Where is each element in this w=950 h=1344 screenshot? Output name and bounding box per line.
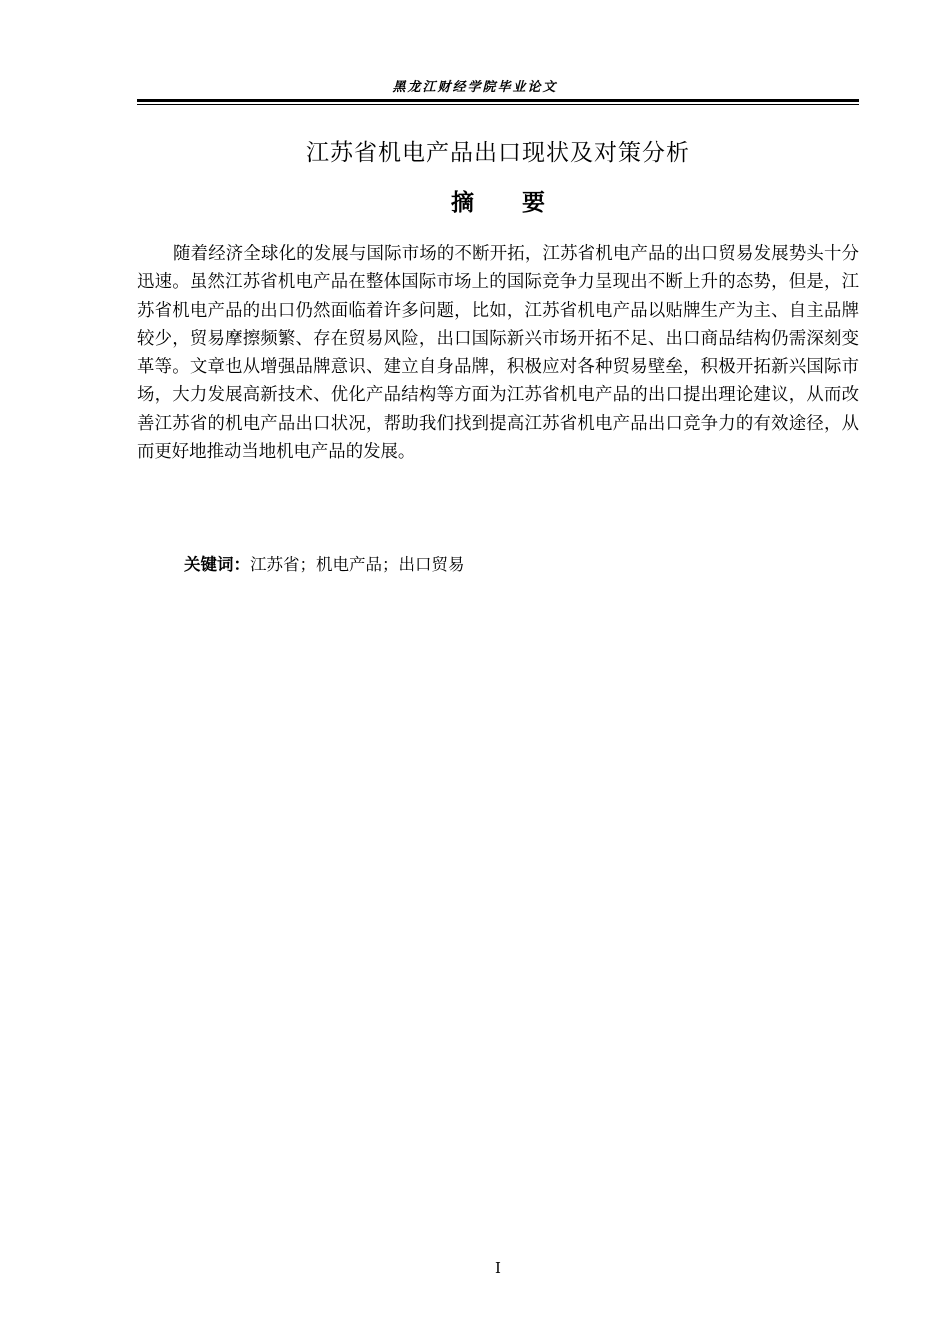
keywords-line — [184, 551, 465, 579]
abstract-heading: 摘要 — [451, 190, 593, 216]
header-rule-thick — [137, 99, 859, 102]
header-rule-thin — [137, 104, 859, 105]
running-header: 黑龙江财经学院毕业论文 — [392, 80, 558, 95]
abstract-paragraph: 随着经济全球化的发展与国际市场的不断开拓，江苏省机电产品的出口贸易发展势头十分迅速。虽然江苏省机电产品在整体国际市场上的国际竞争力呈现出不断上升的态势，但是，江苏省机电产品的出口仍然面临着许多问题，比如，江苏省机电产品以贴牌生产为主、自主品牌较少，贸易摩擦频繁、存在贸易风险，出口国际新兴市场开拓不足、出口商品结构仍需深刻变革等。文章也从增强品牌意识、建立自身品牌，积极应对各种贸易壁垒，积极开拓新兴国际市场，大力发展高新技术、优化产品结构等方面为江苏省机电产品的出口提出理论建议，从而改善江苏省的机电产品出口状况，帮助我们找到提高江苏省机电产品出口竞争力的有效途径，从而更好地推动当地机电产品的发展。 — [137, 244, 859, 463]
page-number: I — [495, 1259, 501, 1277]
keywords-text: 江苏省；机电产品；出口贸易 — [250, 555, 465, 574]
keywords-label: 关键词： — [184, 555, 250, 574]
document-title: 江苏省机电产品出口现状及对策分析 — [306, 140, 690, 166]
